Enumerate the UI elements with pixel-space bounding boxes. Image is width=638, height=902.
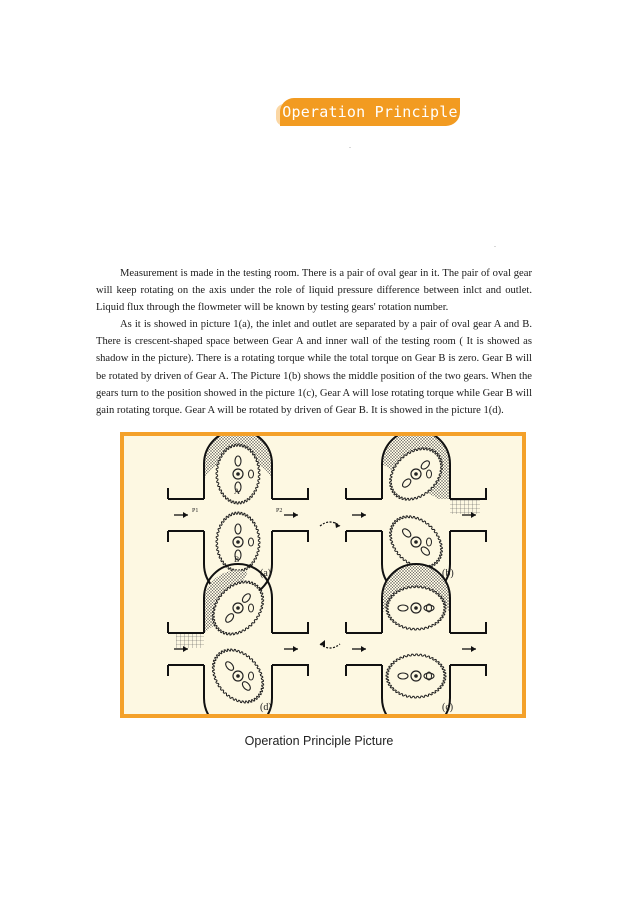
gear-a-axle bbox=[236, 472, 240, 476]
diagram-panel bbox=[346, 564, 486, 714]
outlet-pipe bbox=[272, 531, 308, 542]
panel-label: (b) bbox=[442, 568, 454, 579]
outlet-pipe bbox=[450, 665, 486, 676]
inlet-pipe bbox=[168, 488, 204, 499]
inlet-pipe bbox=[346, 488, 382, 499]
inlet-pipe bbox=[168, 531, 204, 542]
inlet-fluid bbox=[176, 634, 204, 648]
gear-b-axle bbox=[236, 540, 240, 544]
flow-arrow-head bbox=[361, 512, 366, 518]
outlet-pipe bbox=[272, 488, 308, 499]
pressure-label-p1: P1 bbox=[192, 508, 199, 514]
operation-principle-figure bbox=[120, 432, 526, 718]
gear-b-axle bbox=[236, 674, 240, 678]
inlet-pipe bbox=[168, 622, 204, 633]
flow-arrow-head bbox=[361, 646, 366, 652]
outlet-pipe bbox=[272, 622, 308, 633]
outlet-pipe bbox=[450, 622, 486, 633]
gear-b-axle bbox=[414, 674, 418, 678]
body-text bbox=[96, 265, 532, 419]
scan-speck bbox=[349, 147, 351, 148]
inlet-pipe bbox=[346, 665, 382, 676]
inlet-pipe bbox=[346, 622, 382, 633]
inlet-pipe bbox=[346, 531, 382, 542]
gear-b-letter: B bbox=[234, 555, 240, 564]
pressure-label-p2: P2 bbox=[276, 508, 283, 514]
flow-arrow-head bbox=[293, 646, 298, 652]
figure-caption: Operation Principle Picture bbox=[244, 734, 394, 748]
gear-a-axle bbox=[414, 606, 418, 610]
flow-arrow-head bbox=[293, 512, 298, 518]
flow-arrow-head bbox=[471, 646, 476, 652]
section-heading bbox=[280, 98, 460, 126]
transition-arrow-head bbox=[335, 522, 340, 528]
gear-a-axle bbox=[414, 472, 418, 476]
outlet-fluid bbox=[450, 500, 480, 514]
flow-arrow-head bbox=[183, 512, 188, 518]
outlet-pipe bbox=[450, 531, 486, 542]
panel-label: (d) bbox=[260, 702, 272, 713]
paragraph-1: Measurement is made in the testing room. There is a pair of oval gear in it. The pair of oval gear will keep rotating on the axis under the role of liquid pressure difference between inlct and outlet. Liquid flux through the flowmeter will be known by testing gears' rotation number. bbox=[96, 268, 532, 314]
inlet-pipe bbox=[168, 665, 204, 676]
paragraph-2: As it is showed in picture 1(a), the inlet and outlet are separated by a pair of oval gear A and B. There is crescent-shaped space between Gear A and inner wall of the testing room ( It is showed as shadow in the picture). There is a rotating torque while the total torque on Gear B is zero. Gear B will be rotated by driven of Gear A. The Picture 1(b) shows the middle position of the two gears. When the gears turn to the position showed in the picture 1(c), Gear A will lose rotating torque while Gear B will gain rotating torque. Gear A will be rotated by driven of Gear B. It is showed in the picture 1(d). bbox=[96, 319, 533, 416]
panel-label: (c) bbox=[442, 702, 454, 713]
diagram-panel bbox=[168, 564, 308, 714]
panel-label: (a) bbox=[260, 568, 272, 579]
gear-a-axle bbox=[236, 606, 240, 610]
scan-speck bbox=[494, 246, 496, 247]
outlet-pipe bbox=[450, 488, 486, 499]
outlet-pipe bbox=[272, 665, 308, 676]
gear-a-letter: A bbox=[234, 487, 240, 496]
gear-diagram bbox=[124, 436, 522, 714]
section-heading-text: Operation Principle bbox=[282, 103, 458, 121]
transition-arrow-head bbox=[320, 640, 325, 647]
gear-b-axle bbox=[414, 540, 418, 544]
